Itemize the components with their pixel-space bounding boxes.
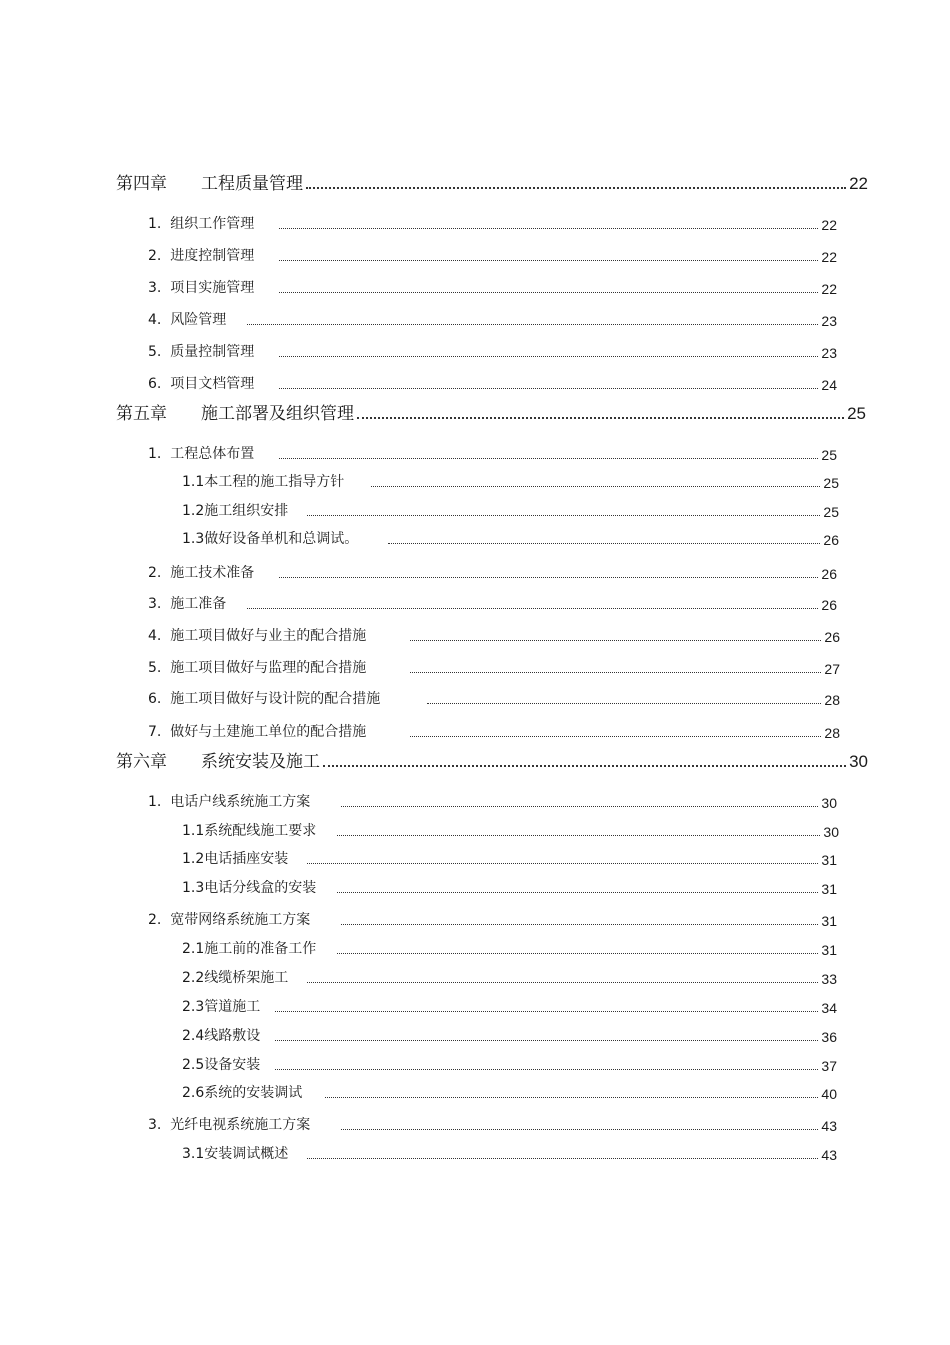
toc-entry-title: 5. 施工项目做好与监理的配合措施	[148, 660, 367, 676]
dot-leader	[388, 542, 820, 544]
toc-chapter-row[interactable]	[116, 400, 866, 424]
toc-entry-title: 2.4线路敷设	[182, 1028, 261, 1044]
dot-leader	[341, 1128, 818, 1130]
toc-entry-title: 1.2电话插座安装	[182, 851, 289, 867]
toc-page-number: 25	[823, 504, 839, 520]
toc-entry-title: 2.6系统的安装调试	[182, 1085, 303, 1101]
toc-entry-title: 第六章 系统安装及施工	[116, 752, 320, 772]
toc-page-number: 23	[821, 345, 837, 361]
toc-section-row[interactable]	[148, 277, 837, 297]
dot-leader	[275, 1010, 818, 1012]
dot-leader	[325, 1096, 818, 1098]
toc-entry-title: 3. 光纤电视系统施工方案	[148, 1117, 311, 1133]
toc-section-row[interactable]	[148, 657, 840, 677]
dot-leader	[279, 387, 818, 389]
toc-subsection-row[interactable]	[182, 471, 839, 491]
toc-subsection-row[interactable]	[182, 996, 837, 1016]
dot-leader	[279, 576, 818, 578]
toc-subsection-row[interactable]	[182, 1082, 837, 1102]
toc-entry-title: 3. 项目实施管理	[148, 280, 255, 296]
toc-page-number: 31	[821, 913, 837, 929]
toc-page-number: 33	[821, 971, 837, 987]
toc-entry-title: 4. 风险管理	[148, 312, 227, 328]
toc-entry-title: 1. 组织工作管理	[148, 216, 255, 232]
toc-page-number: 36	[821, 1029, 837, 1045]
toc-page-number: 31	[821, 942, 837, 958]
dot-leader	[410, 735, 821, 737]
toc-page-number: 26	[821, 566, 837, 582]
dot-leader	[279, 259, 818, 261]
toc-page-number: 22	[821, 217, 837, 233]
toc-section-row[interactable]	[148, 1114, 837, 1134]
toc-entry-title: 6. 施工项目做好与设计院的配合措施	[148, 691, 381, 707]
toc-page-number: 25	[821, 447, 837, 463]
toc-section-row[interactable]	[148, 625, 840, 645]
toc-entry-title: 1. 工程总体布置	[148, 446, 255, 462]
dot-leader	[306, 186, 846, 189]
toc-entry-title: 第四章 工程质量管理	[116, 174, 303, 194]
toc-subsection-row[interactable]	[182, 1143, 837, 1163]
dot-leader	[275, 1068, 818, 1070]
toc-entry-title: 1.2施工组织安排	[182, 503, 289, 519]
toc-entry-title: 2.5设备安装	[182, 1057, 261, 1073]
toc-section-row[interactable]	[148, 309, 837, 329]
toc-entry-title: 1.3做好设备单机和总调试。	[182, 531, 359, 547]
toc-section-row[interactable]	[148, 213, 837, 233]
toc-page-number: 28	[824, 692, 840, 708]
toc-subsection-row[interactable]	[182, 938, 837, 958]
toc-subsection-row[interactable]	[182, 528, 839, 548]
toc-page-number: 24	[821, 377, 837, 393]
toc-section-row[interactable]	[148, 721, 840, 741]
dot-leader	[279, 291, 818, 293]
toc-page-number: 25	[847, 404, 866, 423]
toc-entry-title: 2. 施工技术准备	[148, 565, 255, 581]
toc-page-number: 37	[821, 1058, 837, 1074]
toc-entry-title: 1.1系统配线施工要求	[182, 823, 317, 839]
toc-section-row[interactable]	[148, 562, 837, 582]
toc-entry-title: 4. 施工项目做好与业主的配合措施	[148, 628, 367, 644]
dot-leader	[337, 952, 818, 954]
dot-leader	[247, 323, 818, 325]
toc-page-number: 28	[824, 725, 840, 741]
toc-subsection-row[interactable]	[182, 967, 837, 987]
dot-leader	[357, 416, 844, 419]
toc-page-number: 22	[849, 174, 868, 193]
toc-subsection-row[interactable]	[182, 877, 837, 897]
toc-entry-title: 3.1安装调试概述	[182, 1146, 289, 1162]
toc-page-number: 30	[821, 795, 837, 811]
toc-section-row[interactable]	[148, 443, 837, 463]
toc-section-row[interactable]	[148, 373, 837, 393]
toc-entry-title: 2.1施工前的准备工作	[182, 941, 317, 957]
toc-section-row[interactable]	[148, 593, 837, 613]
toc-subsection-row[interactable]	[182, 1054, 837, 1074]
dot-leader	[410, 671, 821, 673]
toc-page-number: 31	[821, 881, 837, 897]
toc-entry-title: 2.3管道施工	[182, 999, 261, 1015]
toc-section-row[interactable]	[148, 245, 837, 265]
dot-leader	[337, 834, 820, 836]
toc-section-row[interactable]	[148, 688, 840, 708]
toc-section-row[interactable]	[148, 791, 837, 811]
toc-page-number: 30	[849, 752, 868, 771]
toc-page-number: 43	[821, 1118, 837, 1134]
dot-leader	[275, 1039, 818, 1041]
toc-chapter-row[interactable]	[116, 748, 868, 772]
dot-leader	[337, 891, 818, 893]
dot-leader	[341, 923, 818, 925]
toc-page-number: 31	[821, 852, 837, 868]
toc-page-number: 40	[821, 1086, 837, 1102]
toc-subsection-row[interactable]	[182, 820, 839, 840]
toc-entry-title: 5. 质量控制管理	[148, 344, 255, 360]
toc-page-number: 30	[823, 824, 839, 840]
toc-page-number: 22	[821, 281, 837, 297]
toc-page-number: 22	[821, 249, 837, 265]
toc-entry-title: 1.3电话分线盒的安装	[182, 880, 317, 896]
toc-entry-title: 7. 做好与土建施工单位的配合措施	[148, 724, 367, 740]
dot-leader	[279, 355, 818, 357]
dot-leader	[279, 457, 818, 459]
toc-entry-title: 第五章 施工部署及组织管理	[116, 404, 354, 424]
toc-section-row[interactable]	[148, 909, 837, 929]
toc-subsection-row[interactable]	[182, 848, 837, 868]
dot-leader	[307, 514, 820, 516]
toc-entry-title: 1.1本工程的施工指导方针	[182, 474, 345, 490]
toc-page-number: 25	[823, 475, 839, 491]
toc-subsection-row[interactable]	[182, 1025, 837, 1045]
dot-leader	[323, 764, 846, 767]
dot-leader	[410, 639, 821, 641]
toc-page-number: 26	[824, 629, 840, 645]
toc-entry-title: 3. 施工准备	[148, 596, 227, 612]
dot-leader	[341, 805, 818, 807]
dot-leader	[307, 981, 818, 983]
toc-entry-title: 2. 宽带网络系统施工方案	[148, 912, 311, 928]
toc-section-row[interactable]	[148, 341, 837, 361]
dot-leader	[307, 1157, 818, 1159]
dot-leader	[371, 485, 820, 487]
toc-entry-title: 2.2线缆桥架施工	[182, 970, 289, 986]
toc-entry-title: 2. 进度控制管理	[148, 248, 255, 264]
dot-leader	[247, 607, 818, 609]
toc-chapter-row[interactable]	[116, 170, 868, 194]
toc-entry-title: 1. 电话户线系统施工方案	[148, 794, 311, 810]
toc-subsection-row[interactable]	[182, 500, 839, 520]
dot-leader	[307, 862, 818, 864]
dot-leader	[279, 227, 818, 229]
toc-page-number: 23	[821, 313, 837, 329]
dot-leader	[427, 702, 821, 704]
toc-page-number: 26	[823, 532, 839, 548]
toc-page-number: 27	[824, 661, 840, 677]
toc-page-number: 34	[821, 1000, 837, 1016]
toc-entry-title: 6. 项目文档管理	[148, 376, 255, 392]
toc-page-number: 43	[821, 1147, 837, 1163]
toc-page-number: 26	[821, 597, 837, 613]
